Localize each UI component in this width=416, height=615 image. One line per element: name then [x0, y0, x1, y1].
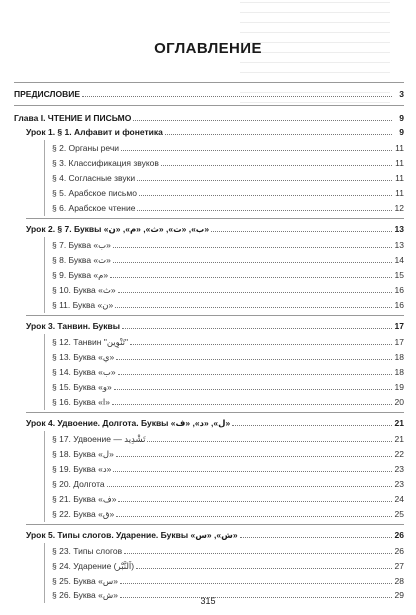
lesson-rule: [26, 412, 404, 413]
toc-section-label: § 11. Буква «ن»: [52, 300, 114, 310]
toc-lesson-label: Урок 5. Типы слогов. Ударение. Буквы «ش», «س»: [26, 530, 238, 540]
toc-section: [52, 349, 404, 363]
leader-dots: [120, 582, 392, 584]
toc-section-page: 11: [395, 188, 404, 198]
leader-dots: [137, 209, 392, 211]
leader-dots: [147, 440, 392, 442]
toc-lesson-page: 26: [394, 530, 404, 540]
toc-section-page: 23: [394, 479, 404, 489]
toc-section-label: § 7. Буква «ب»: [52, 240, 111, 250]
section-bar: [44, 140, 45, 216]
section-bar: [44, 237, 45, 313]
leader-dots: [113, 470, 392, 472]
toc-section-page: 25: [394, 509, 404, 519]
toc-section-page: 29: [394, 590, 404, 600]
leader-dots: [121, 149, 392, 151]
toc-section-label: § 4. Согласные звуки: [52, 173, 136, 183]
toc-lesson-page: 13: [394, 224, 404, 234]
toc-lesson: [26, 221, 404, 235]
lesson-rule: [26, 315, 404, 316]
leader-dots: [118, 291, 392, 293]
leader-dots: [112, 403, 392, 405]
toc-section-label: § 8. Буква «ت»: [52, 255, 111, 265]
leader-dots: [118, 373, 392, 375]
toc-section-label: § 20. Долгота: [52, 479, 105, 489]
toc-lesson: [26, 527, 404, 541]
toc-section-label: § 14. Буква «ب»: [52, 367, 116, 377]
toc-section-page: 26: [394, 546, 404, 556]
toc-lesson: [26, 415, 404, 429]
toc-section-label: § 2. Органы речи: [52, 143, 120, 153]
leader-dots: [113, 261, 392, 263]
toc-chapter-page: 9: [399, 113, 404, 123]
toc-section-page: 18: [394, 367, 404, 377]
toc-section: [52, 394, 404, 408]
toc-section-label: § 15. Буква «و»: [52, 382, 112, 392]
leader-dots: [115, 306, 392, 308]
toc-section: [52, 334, 404, 348]
leader-dots: [211, 230, 392, 232]
toc-section-label: § 12. Танвин "تَنْوِين": [52, 337, 129, 347]
toc-section-page: 22: [394, 449, 404, 459]
bleed-through-text: [240, 2, 390, 122]
toc-section-label: § 6. Арабское чтение: [52, 203, 136, 213]
toc-section: [52, 461, 404, 475]
toc-section-page: 15: [394, 270, 404, 280]
toc-section: [52, 200, 404, 214]
leader-dots: [136, 567, 392, 569]
toc-preface-page: 3: [399, 89, 404, 99]
toc-section-page: 16: [394, 285, 404, 295]
leader-dots: [116, 358, 392, 360]
leader-dots: [161, 164, 392, 166]
toc-section-page: 27: [394, 561, 404, 571]
toc-lesson-label: Урок 4. Удвоение. Долгота. Буквы «ل», «د», «ف»: [26, 418, 231, 428]
toc-section: [52, 297, 404, 311]
leader-dots: [122, 327, 392, 329]
toc-section: [52, 282, 404, 296]
toc-section-label: § 16. Буква «ا»: [52, 397, 110, 407]
toc-preface: [14, 86, 404, 100]
toc-section: [52, 155, 404, 169]
toc-section-page: 24: [394, 494, 404, 504]
leader-dots: [110, 276, 392, 278]
leader-dots: [240, 536, 392, 538]
leader-dots: [232, 424, 392, 426]
section-bar: [44, 334, 45, 410]
toc-lesson: [26, 318, 404, 332]
toc-section: [52, 140, 404, 154]
title-rule: [14, 82, 404, 83]
toc-section-page: 11: [395, 173, 404, 183]
toc-preface-label: ПРЕДИСЛОВИЕ: [14, 89, 81, 99]
toc-chapter: [14, 110, 404, 124]
leader-dots: [114, 388, 392, 390]
toc-section-page: 11: [395, 158, 404, 168]
leader-dots: [116, 515, 392, 517]
toc-section: [52, 573, 404, 587]
toc-section-page: 23: [394, 464, 404, 474]
toc-section-label: § 5. Арабское письмо: [52, 188, 137, 198]
toc-section: [52, 446, 404, 460]
toc-section-page: 20: [394, 397, 404, 407]
leader-dots: [82, 95, 392, 97]
section-bar: [44, 543, 45, 603]
toc-section-label: § 22. Буква «ق»: [52, 509, 115, 519]
toc-section-label: § 24. Ударение (اَلنَّبْر): [52, 561, 135, 571]
toc-section-page: 11: [395, 143, 404, 153]
toc-section-label: § 18. Буква «ل»: [52, 449, 114, 459]
toc-section: [52, 252, 404, 266]
leader-dots: [133, 119, 392, 121]
toc-section-label: § 9. Буква «م»: [52, 270, 109, 280]
toc-lesson-page: 9: [399, 127, 404, 137]
toc-section-page: 14: [394, 255, 404, 265]
leader-dots: [137, 179, 392, 181]
toc-section-label: § 3. Классификация звуков: [52, 158, 159, 168]
toc-section-page: 19: [394, 382, 404, 392]
toc-section: [52, 185, 404, 199]
leader-dots: [118, 500, 392, 502]
toc-lesson-page: 21: [394, 418, 404, 428]
toc-section-page: 17: [394, 337, 404, 347]
toc-chapter-label: Глава I. ЧТЕНИЕ И ПИСЬМО: [14, 113, 132, 123]
leader-dots: [116, 455, 392, 457]
toc-section: [52, 558, 404, 572]
toc-lesson: [26, 124, 404, 138]
lesson-rule: [26, 218, 404, 219]
toc-section-page: 28: [394, 576, 404, 586]
page-number: 315: [200, 596, 216, 606]
toc-section-label: § 13. Буква «ي»: [52, 352, 115, 362]
toc-section-label: § 10. Буква «ث»: [52, 285, 116, 295]
preface-rule: [14, 105, 404, 106]
toc-section-page: 21: [394, 434, 404, 444]
toc-section-label: § 21. Буква «ف»: [52, 494, 117, 504]
leader-dots: [124, 552, 392, 554]
toc-lesson-page: 17: [394, 321, 404, 331]
toc-section: [52, 267, 404, 281]
toc-section-label: § 25. Буква «س»: [52, 576, 118, 586]
toc-section: [52, 431, 404, 445]
toc-section-page: 18: [394, 352, 404, 362]
toc-section: [52, 170, 404, 184]
lesson-rule: [26, 524, 404, 525]
toc-section-label: § 26. Буква «ش»: [52, 590, 118, 600]
toc-section: [52, 543, 404, 557]
toc-section: [52, 237, 404, 251]
leader-dots: [113, 246, 392, 248]
toc-lesson-label: Урок 1. § 1. Алфавит и фонетика: [26, 127, 163, 137]
toc-section: [52, 379, 404, 393]
leader-dots: [130, 343, 392, 345]
toc-lesson-label: Урок 2. § 7. Буквы «ب», «ت», «ث», «م», «ن»: [26, 224, 210, 234]
leader-dots: [107, 485, 392, 487]
toc-section: [52, 364, 404, 378]
toc-section: [52, 506, 404, 520]
section-bar: [44, 431, 45, 522]
page-title: ОГЛАВЛЕНИЕ: [154, 40, 262, 57]
toc-section-page: 12: [394, 203, 404, 213]
toc-section-label: § 23. Типы слогов: [52, 546, 123, 556]
leader-dots: [165, 133, 392, 135]
toc-lesson-label: Урок 3. Танвин. Буквы: [26, 321, 121, 331]
toc-section-page: 16: [394, 300, 404, 310]
toc-section: [52, 476, 404, 490]
toc-section-label: § 17. Удвоение — تَشْدِيد: [52, 434, 146, 444]
toc-section-page: 13: [394, 240, 404, 250]
leader-dots: [139, 194, 392, 196]
toc-section: [52, 491, 404, 505]
toc-section-label: § 19. Буква «د»: [52, 464, 112, 474]
